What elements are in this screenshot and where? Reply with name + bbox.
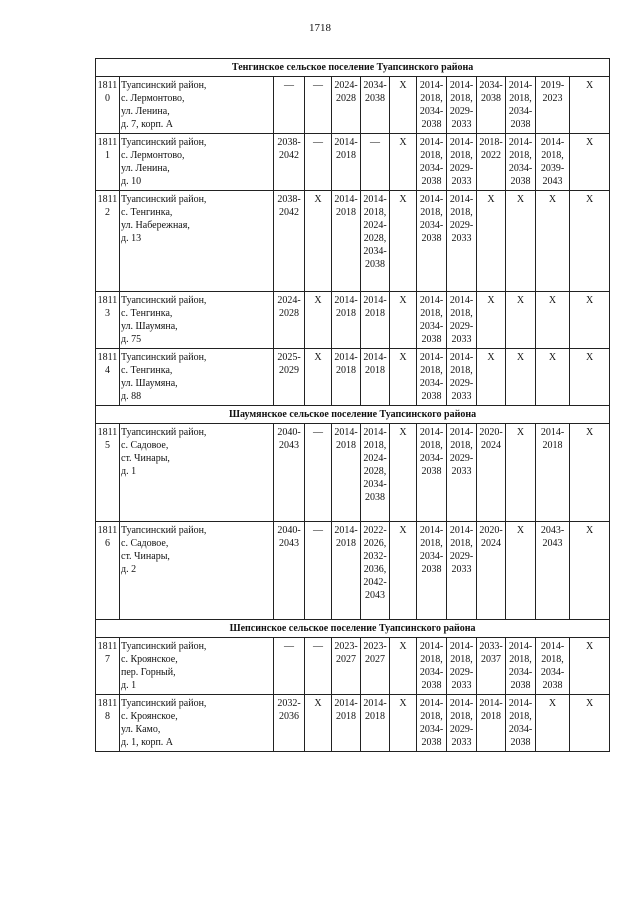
- period-cell: Х: [506, 191, 536, 292]
- period-cell: Х: [305, 191, 332, 292]
- period-cell: 2014- 2018, 2029- 2033: [447, 522, 477, 620]
- period-cell: 2014- 2018, 2029- 2033: [447, 638, 477, 695]
- address-cell: Туапсинский район, с. Кроянское, пер. Горный, д. 1: [120, 638, 274, 695]
- period-cell: 2014- 2018, 2034- 2038: [417, 349, 447, 406]
- address-cell: Туапсинский район, с. Кроянское, ул. Камо, д. 1, корп. А: [120, 695, 274, 752]
- period-cell: Х: [536, 191, 570, 292]
- period-cell: —: [274, 77, 305, 134]
- period-cell: 2014- 2018: [332, 349, 361, 406]
- period-cell: Х: [477, 292, 506, 349]
- period-cell: Х: [570, 77, 610, 134]
- row-number: 18110: [96, 77, 120, 134]
- period-cell: Х: [570, 695, 610, 752]
- period-cell: Х: [536, 292, 570, 349]
- section-header-row: [96, 406, 610, 424]
- period-cell: 2014- 2018, 2029- 2033: [447, 349, 477, 406]
- table-row: [96, 77, 610, 134]
- period-cell: 2014- 2018, 2029- 2033: [447, 695, 477, 752]
- period-cell: 2033- 2037: [477, 638, 506, 695]
- row-number: 18111: [96, 134, 120, 191]
- period-cell: Х: [477, 191, 506, 292]
- period-cell: 2019- 2023: [536, 77, 570, 134]
- period-cell: 2014- 2018: [361, 695, 390, 752]
- period-cell: —: [274, 638, 305, 695]
- address-cell: Туапсинский район, с. Тенгинка, ул. Шаумяна, д. 75: [120, 292, 274, 349]
- table-row: [96, 638, 610, 695]
- period-cell: Х: [506, 522, 536, 620]
- period-cell: 2014- 2018: [361, 292, 390, 349]
- period-cell: 2014- 2018, 2029- 2033: [447, 424, 477, 522]
- period-cell: 2014- 2018, 2034- 2038: [536, 638, 570, 695]
- section-header-row: [96, 59, 610, 77]
- period-cell: —: [361, 134, 390, 191]
- period-cell: Х: [390, 134, 417, 191]
- period-cell: Х: [570, 424, 610, 522]
- period-cell: Х: [390, 349, 417, 406]
- row-number: 18118: [96, 695, 120, 752]
- period-cell: 2034- 2038: [361, 77, 390, 134]
- period-cell: 2014- 2018: [332, 292, 361, 349]
- period-cell: Х: [570, 522, 610, 620]
- period-cell: Х: [390, 77, 417, 134]
- table-row: [96, 292, 610, 349]
- period-cell: Х: [390, 522, 417, 620]
- period-cell: Х: [390, 638, 417, 695]
- period-cell: 2040- 2043: [274, 424, 305, 522]
- period-cell: Х: [477, 349, 506, 406]
- row-number: 18117: [96, 638, 120, 695]
- period-cell: 2040- 2043: [274, 522, 305, 620]
- period-cell: Х: [536, 695, 570, 752]
- section-header-row: [96, 620, 610, 638]
- period-cell: 2014- 2018, 2029- 2033: [447, 134, 477, 191]
- address-cell: Туапсинский район, с. Тенгинка, ул. Набережная, д. 13: [120, 191, 274, 292]
- section-title: Шаумянское сельское поселение Туапсинского района: [96, 406, 610, 424]
- period-cell: 2014- 2018, 2034- 2038: [417, 292, 447, 349]
- period-cell: Х: [305, 292, 332, 349]
- address-cell: Туапсинский район, с. Садовое, ст. Чинары, д. 2: [120, 522, 274, 620]
- period-cell: 2014- 2018: [332, 522, 361, 620]
- period-cell: 2022- 2026, 2032- 2036, 2042- 2043: [361, 522, 390, 620]
- period-cell: 2014- 2018: [332, 695, 361, 752]
- period-cell: Х: [570, 191, 610, 292]
- period-cell: Х: [506, 292, 536, 349]
- period-cell: 2014- 2018, 2034- 2038: [417, 134, 447, 191]
- period-cell: 2025- 2029: [274, 349, 305, 406]
- period-cell: 2038- 2042: [274, 134, 305, 191]
- period-cell: 2014- 2018: [332, 134, 361, 191]
- period-cell: 2014- 2018, 2034- 2038: [417, 77, 447, 134]
- period-cell: —: [305, 638, 332, 695]
- period-cell: Х: [506, 424, 536, 522]
- address-cell: Туапсинский район, с. Тенгинка, ул. Шаумяна, д. 88: [120, 349, 274, 406]
- period-cell: Х: [305, 695, 332, 752]
- row-number: 18114: [96, 349, 120, 406]
- period-cell: 2014- 2018: [536, 424, 570, 522]
- row-number: 18116: [96, 522, 120, 620]
- period-cell: 2014- 2018, 2034- 2038: [506, 638, 536, 695]
- period-cell: 2038- 2042: [274, 191, 305, 292]
- period-cell: 2014- 2018, 2039- 2043: [536, 134, 570, 191]
- period-cell: 2014- 2018, 2029- 2033: [447, 77, 477, 134]
- period-cell: 2018- 2022: [477, 134, 506, 191]
- period-cell: —: [305, 134, 332, 191]
- table-row: [96, 522, 610, 620]
- section-title: Тенгинское сельское поселение Туапсинского района: [96, 59, 610, 77]
- period-cell: Х: [570, 134, 610, 191]
- period-cell: 2014- 2018: [477, 695, 506, 752]
- period-cell: 2023- 2027: [332, 638, 361, 695]
- period-cell: 2014- 2018, 2029- 2033: [447, 292, 477, 349]
- housing-repair-schedule-table: [95, 58, 610, 752]
- period-cell: Х: [390, 292, 417, 349]
- table-row: [96, 695, 610, 752]
- table-row: [96, 134, 610, 191]
- period-cell: 2014- 2018, 2024- 2028, 2034- 2038: [361, 191, 390, 292]
- period-cell: 2024- 2028: [332, 77, 361, 134]
- period-cell: Х: [570, 349, 610, 406]
- period-cell: Х: [536, 349, 570, 406]
- table-row: [96, 191, 610, 292]
- address-cell: Туапсинский район, с. Лермонтово, ул. Ленина, д. 7, корп. А: [120, 77, 274, 134]
- period-cell: 2014- 2018, 2034- 2038: [417, 695, 447, 752]
- row-number: 18115: [96, 424, 120, 522]
- period-cell: Х: [390, 191, 417, 292]
- table-row: [96, 349, 610, 406]
- period-cell: 2043- 2043: [536, 522, 570, 620]
- period-cell: Х: [570, 638, 610, 695]
- period-cell: —: [305, 77, 332, 134]
- period-cell: —: [305, 522, 332, 620]
- page-number: 1718: [309, 22, 331, 34]
- period-cell: Х: [390, 695, 417, 752]
- address-cell: Туапсинский район, с. Садовое, ст. Чинары, д. 1: [120, 424, 274, 522]
- period-cell: Х: [305, 349, 332, 406]
- section-title: Шепсинское сельское поселение Туапсинского района: [96, 620, 610, 638]
- period-cell: Х: [390, 424, 417, 522]
- period-cell: 2014- 2018, 2034- 2038: [417, 424, 447, 522]
- period-cell: 2014- 2018, 2034- 2038: [417, 522, 447, 620]
- period-cell: 2024- 2028: [274, 292, 305, 349]
- period-cell: Х: [506, 349, 536, 406]
- period-cell: 2023- 2027: [361, 638, 390, 695]
- period-cell: —: [305, 424, 332, 522]
- period-cell: 2014- 2018: [332, 191, 361, 292]
- period-cell: 2014- 2018: [361, 349, 390, 406]
- period-cell: 2020- 2024: [477, 424, 506, 522]
- period-cell: 2014- 2018, 2034- 2038: [417, 191, 447, 292]
- period-cell: Х: [570, 292, 610, 349]
- row-number: 18113: [96, 292, 120, 349]
- period-cell: 2014- 2018, 2034- 2038: [417, 638, 447, 695]
- row-number: 18112: [96, 191, 120, 292]
- period-cell: 2014- 2018, 2024- 2028, 2034- 2038: [361, 424, 390, 522]
- period-cell: 2014- 2018, 2034- 2038: [506, 695, 536, 752]
- period-cell: 2034- 2038: [477, 77, 506, 134]
- period-cell: 2014- 2018: [332, 424, 361, 522]
- period-cell: 2020- 2024: [477, 522, 506, 620]
- period-cell: 2032- 2036: [274, 695, 305, 752]
- period-cell: 2014- 2018, 2034- 2038: [506, 77, 536, 134]
- period-cell: 2014- 2018, 2029- 2033: [447, 191, 477, 292]
- table-row: [96, 424, 610, 522]
- address-cell: Туапсинский район, с. Лермонтово, ул. Ленина, д. 10: [120, 134, 274, 191]
- period-cell: 2014- 2018, 2034- 2038: [506, 134, 536, 191]
